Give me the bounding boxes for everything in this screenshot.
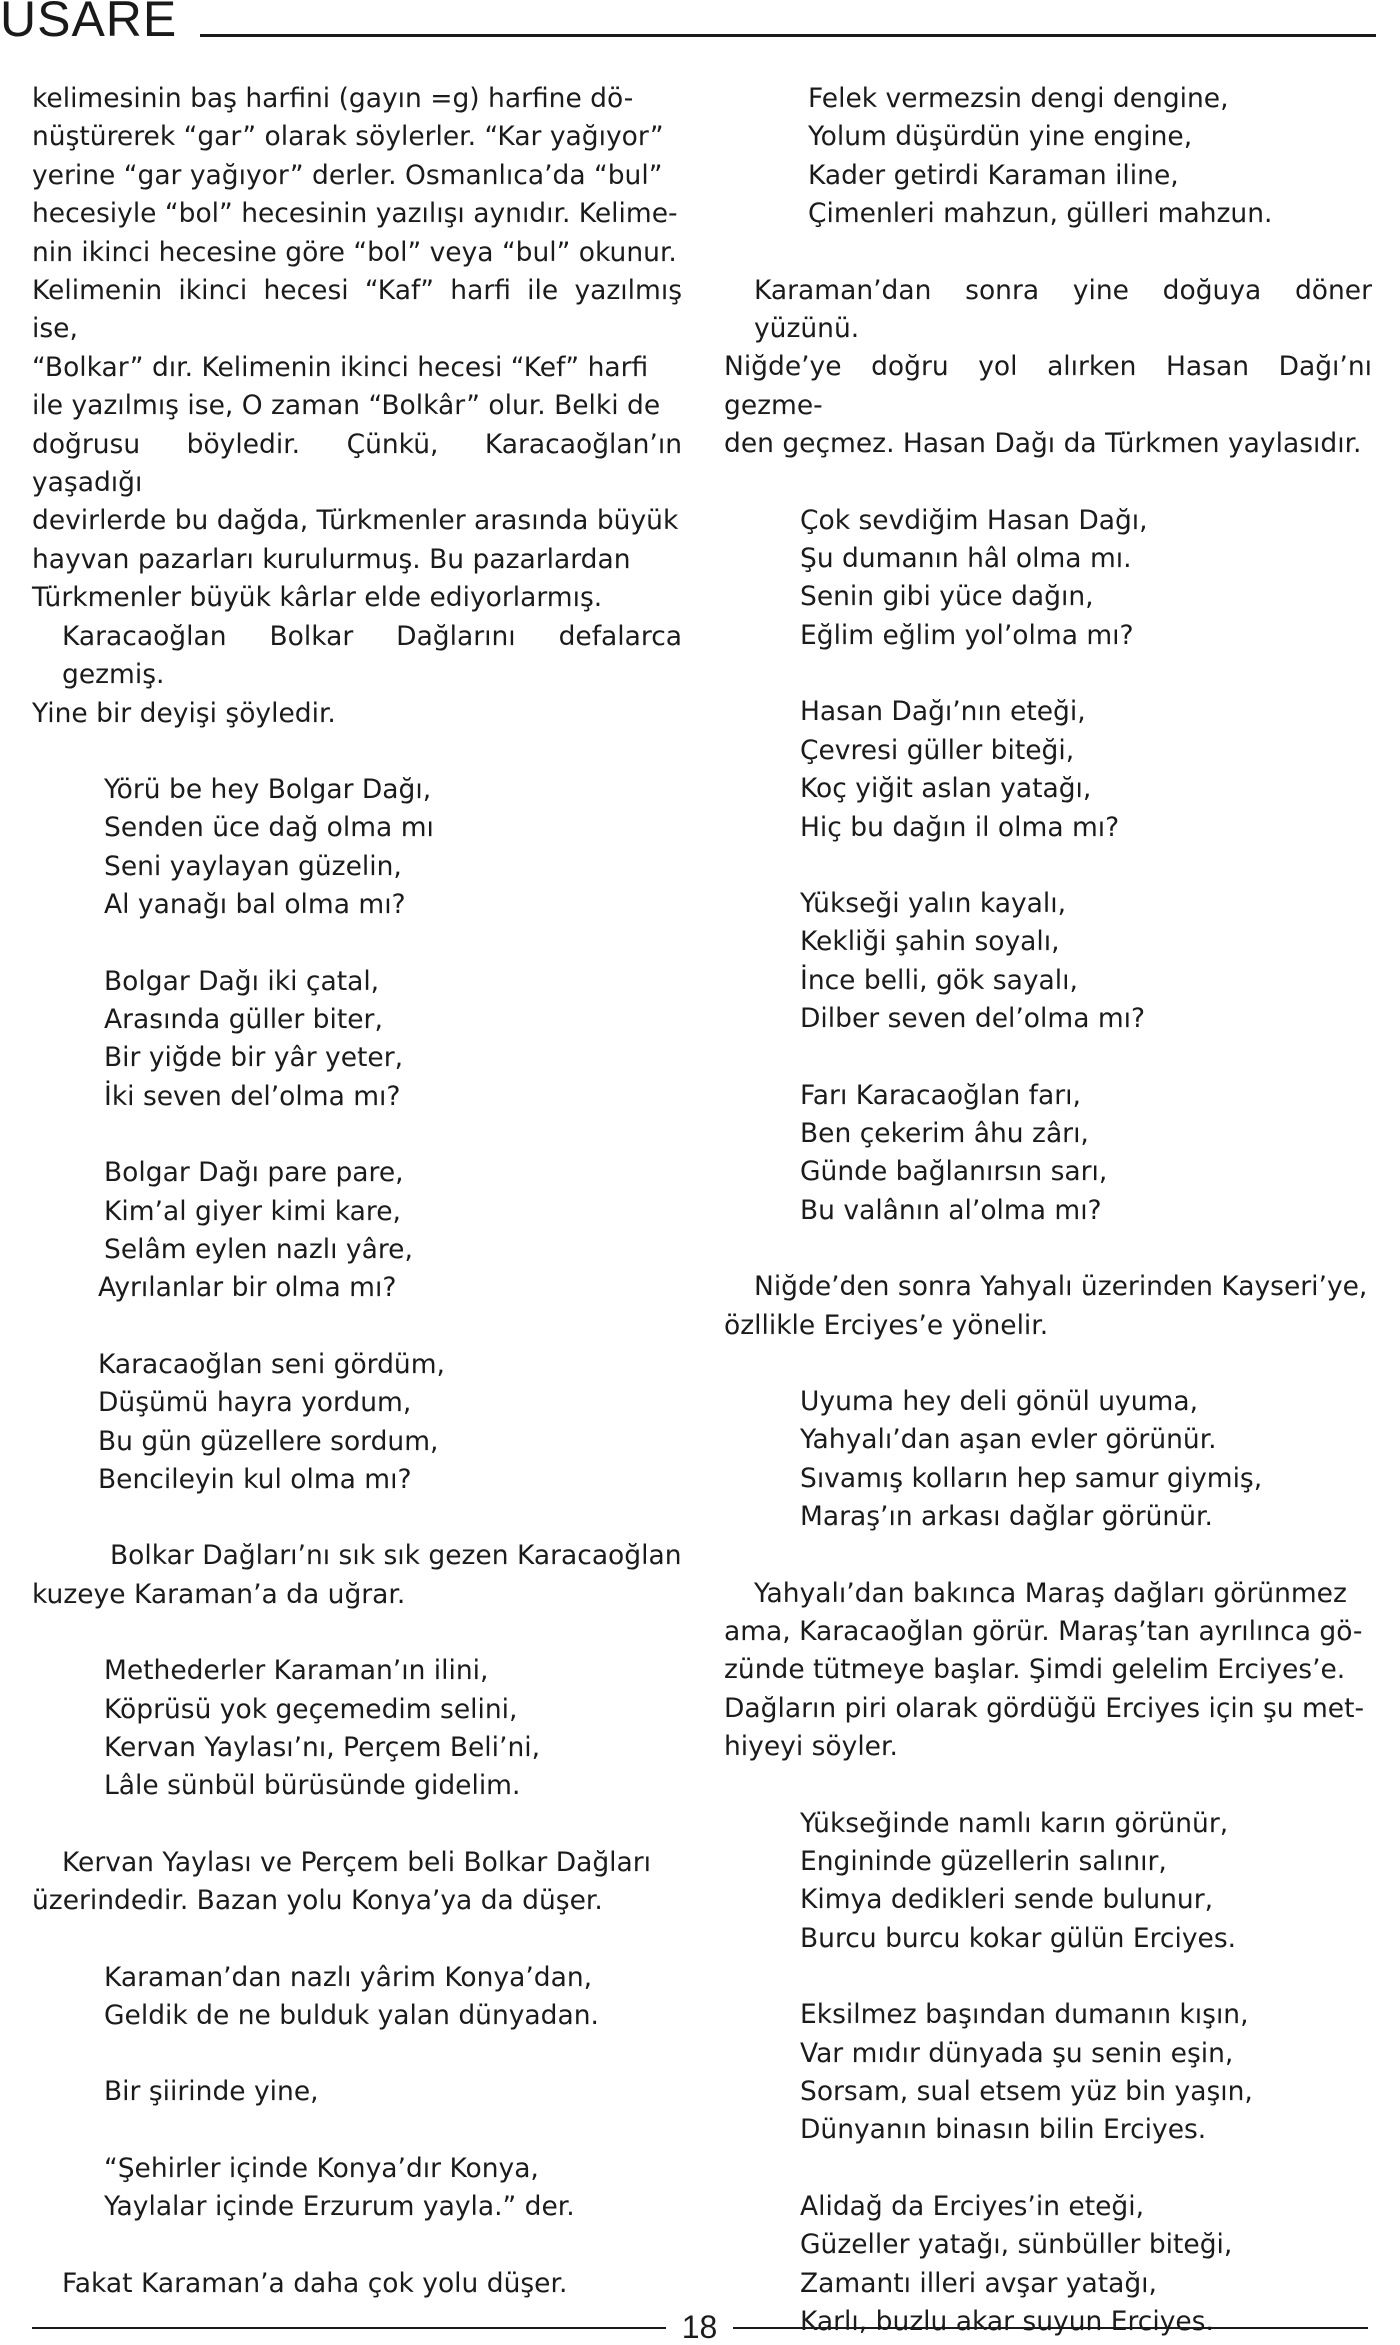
- poem-stanza: Çok sevdiğim Hasan Dağı, Şu dumanın hâl olma mı. Senin gibi yüce dağın, Eğlim eğlim yol’olma mı?: [800, 504, 1148, 651]
- poem-stanza: Yükseği yalın kayalı, Kekliği şahin soyalı, İnce belli, gök sayalı, Dilber seven del’olma mı?: [800, 887, 1146, 1035]
- paragraph: Niğde’den sonra Yahyalı üzerinden Kayseri’ye, özllikle Erciyes’e yönelir.: [724, 1271, 1368, 1341]
- poem-stanza: Hasan Dağı’nın eteği, Çevresi güller biteği, Koç yiğit aslan yatağı, Hiç bu dağın il olma mı?: [800, 696, 1120, 843]
- poem-stanza: Yörü be hey Bolgar Dağı, Senden üce dağ olma mı Seni yaylayan güzelin, Al yanağı bal olma mı?: [104, 773, 434, 921]
- poem-stanza: Felek vermezsin dengi dengine, Yolum düşürdün yine engine, Kader getirdi Karaman iline, Çimenleri mahzun, gülleri mahzun.: [808, 83, 1273, 230]
- poem-stanza: Yükseğinde namlı karın görünür, Enginindе güzellerin salınır, Kimya dedikleri sende bulunur, Burcu burcu kokar gülün Erciyes.: [800, 1807, 1237, 1954]
- paragraph: Karacaoğlan Bolkar Dağlarını defalarca gezmiş. Yine bir deyişi şöyledir.: [32, 620, 682, 729]
- poem-stanza: Karaman’dan nazlı yârim Konya’dan, Geldik de ne bulduk yalan dünyadan.: [104, 1961, 599, 2032]
- left-column: [32, 80, 682, 2303]
- page-header: [0, 0, 1400, 47]
- header-rule: [200, 34, 1376, 37]
- footer-rule-right: [733, 2327, 1368, 2329]
- paragraph: Bolkar Dağları’nı sık sık gezen Karacaoğlan kuzeye Karaman’a da uğrar.: [32, 1540, 682, 1610]
- poem-line: Bir şiirinde yine,: [104, 2076, 319, 2108]
- paragraph: Yahyalı’dan bakınca Maraş dağları görünmez ama, Karacaoğlan görür. Maraş’tan ayrılınca gö- zünde tütmeye başlar. Şimdi gelelim Erciyes’e. Dağların piri olarak gördüğü Erciyes için şu met- hiyeyi söyler.: [724, 1577, 1365, 1763]
- footer-rule-left: [32, 2327, 666, 2329]
- right-column: [724, 80, 1372, 2342]
- magazine-title: USARE: [0, 0, 178, 47]
- poem-stanza: Alidağ da Erciyes’in eteği, Güzeller yatağı, sünbüller biteği, Zamantı illeri avşar yatağı, Karlı, buzlu akar suyun Erciyes.: [800, 2190, 1233, 2338]
- paragraph: kelimesinin baş harfini (gayın =g) harfine dö- nüştürerek “gar” olarak söylerler. “Kar yağıyor” yerine “gar yağıyor” derler. Osmanlıca’da “bul” hecesiyle “bol” hecesinin yazılışı aynıdır. Kelime- nin ikinci hecesine göre “bol” veya “bul” okunur. Kelimenin ikinci hecesi “Kaf” harfi ile yazılmış ise, “Bolkar” dır. Kelimenin ikinci hecesi “Kef” harfi ile yazılmış ise, O zaman “Bolkâr” olur. Belki de doğrusu böyledir. Çünkü, Karacaoğlan’ın yaşadığı devirlerde bu dağda, Türkmenler arasında büyük hayvan pazarları kurulurmuş. Bu pazarlardan Türkmenler büyük kârlar elde ediyorlarmış.: [32, 83, 682, 614]
- page-footer: [0, 2306, 1400, 2345]
- paragraph: Fakat Karaman’a daha çok yolu düşer.: [62, 2267, 568, 2299]
- poem-stanza: Methederler Karaman’ın ilini, Köprüsü yok geçemedim selini, Kervan Yaylası’nı, Perçem Beli’ni, Lâle sünbül bürüsünde gidelim.: [104, 1655, 541, 1802]
- paragraph: Karaman’dan sonra yine doğuya döner yüzünü. Niğde’ye doğru yol alırken Hasan Dağı’nı gezme- den geçmez. Hasan Dağı da Türkmen yaylasıdır.: [724, 274, 1372, 460]
- poem-stanza: Eksilmez başından dumanın kışın, Var mıdır dünyada şu senin eşin, Sorsam, sual etsem yüz bin yaşın, Dünyanın binasın bilin Erciyes.: [800, 1999, 1253, 2146]
- page-number: 18: [681, 2309, 718, 2345]
- poem-stanza: Farı Karacaoğlan farı, Ben çekerim âhu zârı, Günde bağlanırsın sarı, Bu valânın al’olma mı?: [800, 1079, 1108, 1226]
- poem-stanza: Uyuma hey deli gönül uyuma, Yahyalı’dan aşan evler görünür. Sıvamış kolların hep samur giymiş, Maraş’ın arkası dağlar görünür.: [800, 1385, 1263, 1533]
- poem-stanza: Bolgar Dağı pare pare, Kim’al giyer kimi kare, Selâm eylen nazlı yâre, Ayrılanlar bir olma mı?: [98, 1157, 413, 1304]
- poem-stanza: Karacaoğlan seni gördüm, Düşümü hayra yordum, Bu gün güzellere sordum, Bencileyin kul olma mı?: [98, 1348, 445, 1495]
- paragraph: Kervan Yaylası ve Perçem beli Bolkar Dağları üzerindedir. Bazan yolu Konya’ya da düşer.: [32, 1846, 652, 1917]
- poem-stanza: Bolgar Dağı iki çatal, Arasında güller biter, Bir yiğde bir yâr yeter, İki seven del’olma mı?: [104, 965, 404, 1112]
- poem-stanza: “Şehirler içinde Konya’dır Konya, Yaylalar içinde Erzurum yayla.” der.: [104, 2152, 575, 2223]
